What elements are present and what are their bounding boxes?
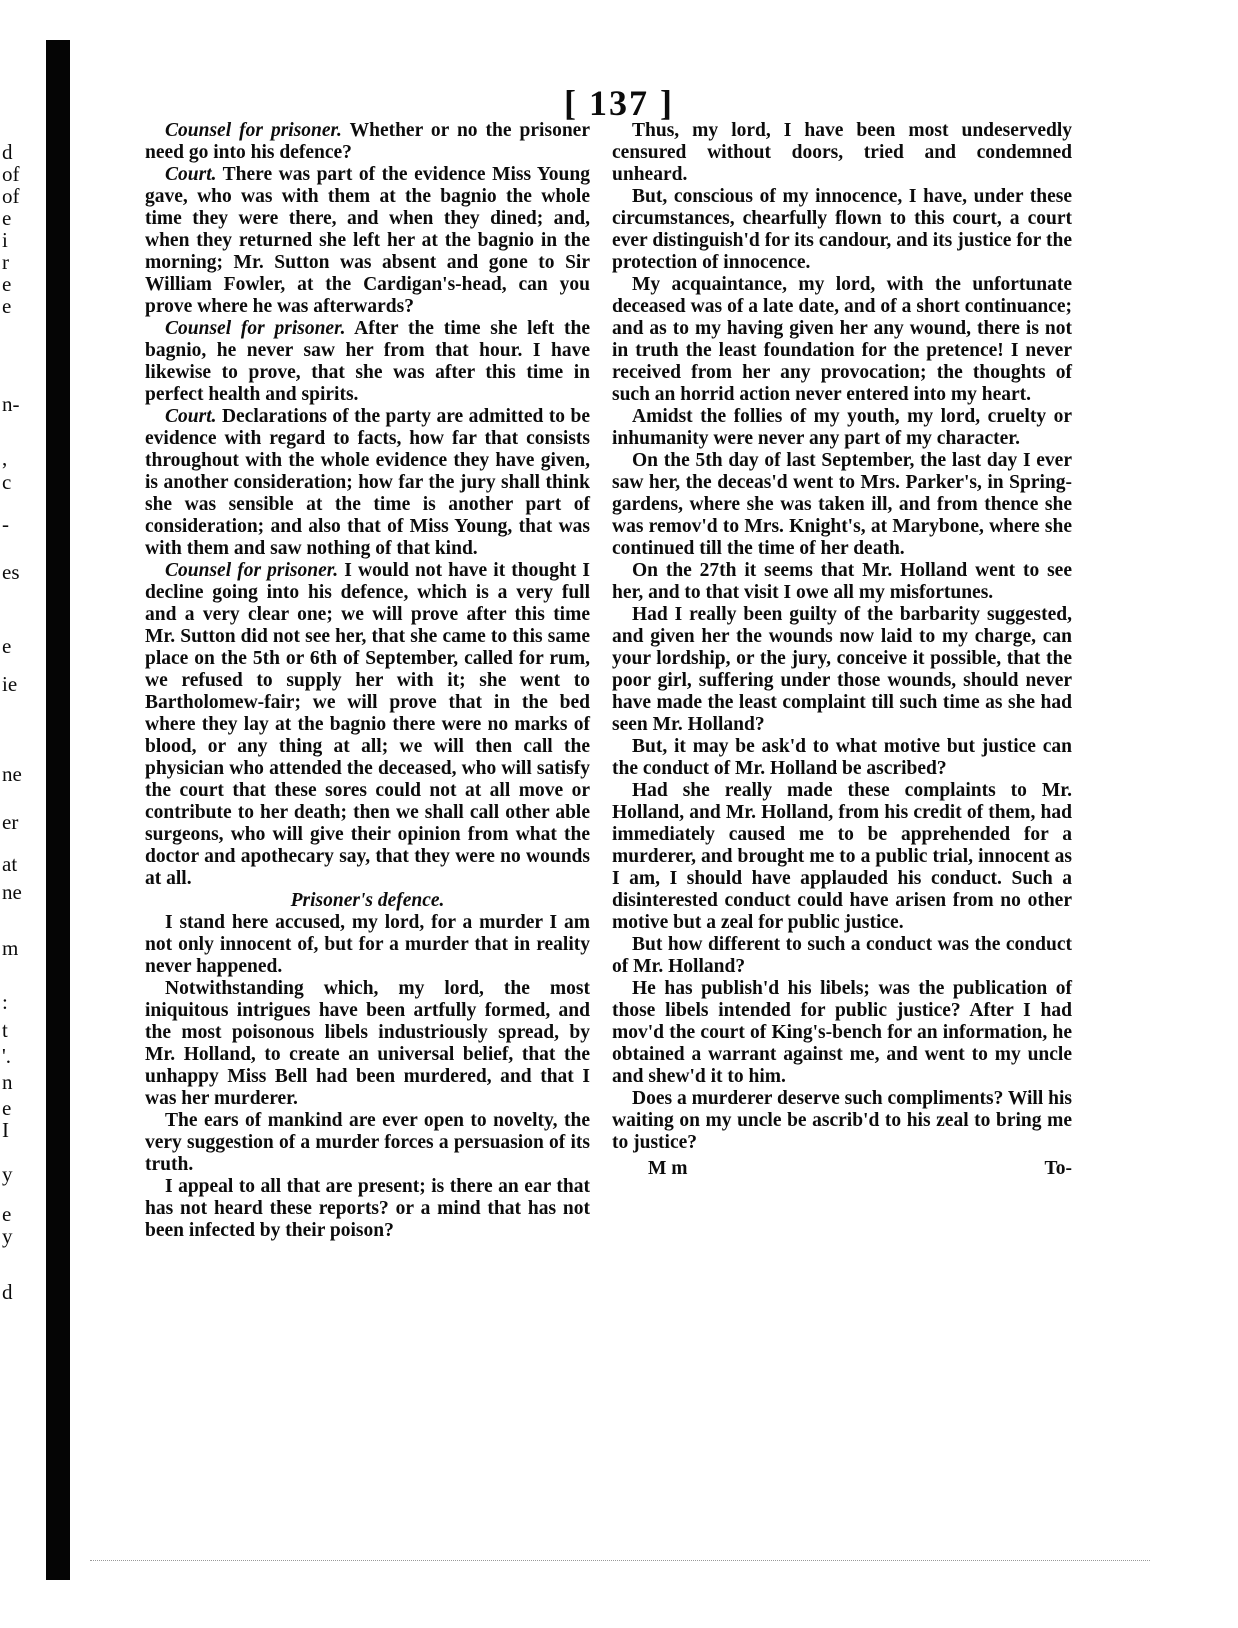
paragraph (145, 1176, 590, 1242)
paragraph (145, 978, 590, 1110)
gutter-fragment: es (2, 560, 20, 584)
binding-shadow (46, 40, 70, 1580)
speaker-label: Counsel for prisoner. (165, 318, 346, 339)
speaker-label: Counsel for prisoner. (165, 120, 342, 141)
speaker-label: Court. (165, 164, 217, 185)
paragraph: Had she really made these complaints to Mr. Holland, and Mr. Holland, from his credit of them, had immediately caused me to be apprehended for a murderer, and brought me to a public trial, innocent as I am, I should have applauded his conduct. Such a disinterested conduct could have arisen from no other motive but a zeal for public justice. (612, 780, 1072, 933)
gutter-fragment: y (2, 1162, 13, 1186)
section-heading: Prisoner's defence. (290, 890, 445, 911)
gutter-fragment: n- (2, 392, 20, 416)
gutter-fragment: , (2, 446, 8, 470)
paragraph (145, 1110, 590, 1176)
paragraph (145, 120, 590, 164)
gutter-fragment: d (2, 1280, 13, 1304)
gutter-fragment: of (2, 162, 20, 186)
gutter-fragment: m (2, 936, 19, 960)
gutter-fragment: r (2, 250, 9, 274)
speaker-label: Counsel for prisoner. (165, 560, 339, 581)
gutter-fragment: - (2, 512, 9, 536)
paragraph (145, 406, 590, 560)
paragraph: But, it may be ask'd to what motive but justice can the conduct of Mr. Holland be ascribed? (612, 736, 1072, 779)
right-column (612, 120, 1072, 1188)
paragraph: Had I really been guilty of the barbarity suggested, and given her the wounds now laid to my charge, can your lordship, or the jury, conceive it possible, that the poor girl, suffering under those wounds, should never have made the least complaint till such time as she had seen Mr. Holland? (612, 604, 1072, 735)
footer-row (612, 1158, 1072, 1188)
gutter-fragment: ne (2, 880, 22, 904)
paragraph: But, conscious of my innocence, I have, under these circumstances, chearfully flown to this court, a court ever distinguish'd for its candour, and its justice for the protection of innocence. (612, 186, 1072, 273)
page-number: [ 137 ] (564, 83, 674, 123)
paragraph (145, 560, 590, 890)
paragraph (145, 318, 590, 406)
paragraph: On the 5th day of last September, the last day I ever saw her, the deceas'd went to Mrs. Parker's, in Spring-gardens, where she was taken ill, and from thence she was remov'd to Mrs. Knight's, at Marybone, where she continued till the time of her death. (612, 450, 1072, 559)
gutter-fragment: n (2, 1070, 13, 1094)
paragraph-text: After the time she left the bagnio, he never saw her from that hour. I have likewise to prove, that she was after this time in perfect health and spirits. (145, 318, 590, 405)
left-column (145, 120, 590, 1242)
gutter-fragment: ie (2, 672, 18, 696)
signature-mark: M m (648, 1158, 688, 1179)
gutter-fragment: at (2, 852, 18, 876)
gutter-fragment: ne (2, 762, 22, 786)
paragraph (145, 912, 590, 978)
gutter-fragment: d (2, 140, 13, 164)
paragraph: Does a murderer deserve such compliments? Will his waiting on my uncle be ascrib'd to his zeal to bring me to justice? (612, 1088, 1072, 1153)
gutter-fragment: e (2, 206, 12, 230)
paragraph: He has publish'd his libels; was the publication of those libels intended for public justice? After I had mov'd the court of King's-bench for an information, he obtained a warrant against me, and went to my uncle and shew'd it to him. (612, 978, 1072, 1087)
catchword: To- (1044, 1158, 1072, 1179)
paragraph-text: Notwithstanding which, my lord, the most iniquitous intrigues have been artfully formed, and the most poisonous libels industriously spread, by Mr. Holland, to create an universal belief, that the unhappy Miss Bell had been murdered, and that I was her murderer. (145, 978, 590, 1109)
paragraph: Thus, my lord, I have been most undeservedly censured without doors, tried and condemned unheard. (612, 120, 1072, 185)
gutter-fragment: e (2, 1202, 12, 1226)
paragraph-text: Declarations of the party are admitted to be evidence with regard to facts, how far that consists throughout with the whole evidence they have given, is another consideration; how far the jury shall think she was sensible at the time is another part of consideration; and also that of Miss Young, that was with them and saw nothing of that kind. (145, 406, 590, 559)
gutter-fragment: : (2, 990, 8, 1014)
paragraph: My acquaintance, my lord, with the unfortunate deceased was of a late date, and of a short continuance; and as to my having given her any wound, there is not in truth the least foundation for the pretence! I never received from her any provocation; the thoughts of such an horrid action never entered into my heart. (612, 274, 1072, 405)
gutter-fragment: e (2, 272, 12, 296)
facing-page-fragments (0, 140, 22, 1540)
gutter-fragment: i (2, 228, 8, 252)
paragraph-text: I stand here accused, my lord, for a murder I am not only innocent of, but for a murder that in reality never happened. (145, 912, 590, 977)
paragraph (145, 164, 590, 318)
speaker-label: Court. (165, 406, 217, 427)
paragraph: On the 27th it seems that Mr. Holland went to see her, and to that visit I owe all my misfortunes. (612, 560, 1072, 603)
paragraph-text: I appeal to all that are present; is there an ear that has not heard these reports? or a mind that has not been infected by their poison? (145, 1176, 590, 1241)
paragraph-text: The ears of mankind are ever open to novelty, the very suggestion of a murder forces a persuasion of its truth. (145, 1110, 590, 1175)
gutter-fragment: I (2, 1118, 9, 1142)
paragraph: But how different to such a conduct was the conduct of Mr. Holland? (612, 934, 1072, 977)
gutter-fragment: of (2, 184, 20, 208)
paragraph: Amidst the follies of my youth, my lord, cruelty or inhumanity were never any part of my character. (612, 406, 1072, 449)
gutter-fragment: e (2, 1096, 12, 1120)
paragraph-text: Whether or no the prisoner need go into his defence? (145, 120, 590, 163)
gutter-fragment: y (2, 1224, 13, 1248)
gutter-fragment: c (2, 470, 12, 494)
gutter-fragment: '. (2, 1044, 12, 1068)
paragraph-text: There was part of the evidence Miss Young gave, who was with them at the bagnio the whole time they were there, and when they dined; and, when they returned she left her at the bagnio in the morning; Mr. Sutton was absent and gone to Sir William Fowler, at the Cardigan's-head, can you prove where he was afterwards? (145, 164, 590, 317)
gutter-fragment: e (2, 294, 12, 318)
gutter-fragment: e (2, 634, 12, 658)
gutter-fragment: t (2, 1018, 8, 1042)
bottom-edge (90, 1560, 1150, 1581)
gutter-fragment: er (2, 810, 19, 834)
paragraph-text: I would not have it thought I decline going into his defence, which is a very full and a very clear one; we will prove after this time Mr. Sutton did not see her, that she came to this same place on the 5th or 6th of September, called for rum, we refused to supply her with it; she went to Bartholomew-fair; we will prove that in the bed where they lay at the bagnio there were no marks of blood, or any thing at all; we will then call the physician who attended the deceased, who will satisfy the court that these sores could not at all move or contribute to her death; then we shall call other able surgeons, who will give their opinion from what the doctor and apothecary say, that they were no wounds at all. (145, 560, 591, 889)
